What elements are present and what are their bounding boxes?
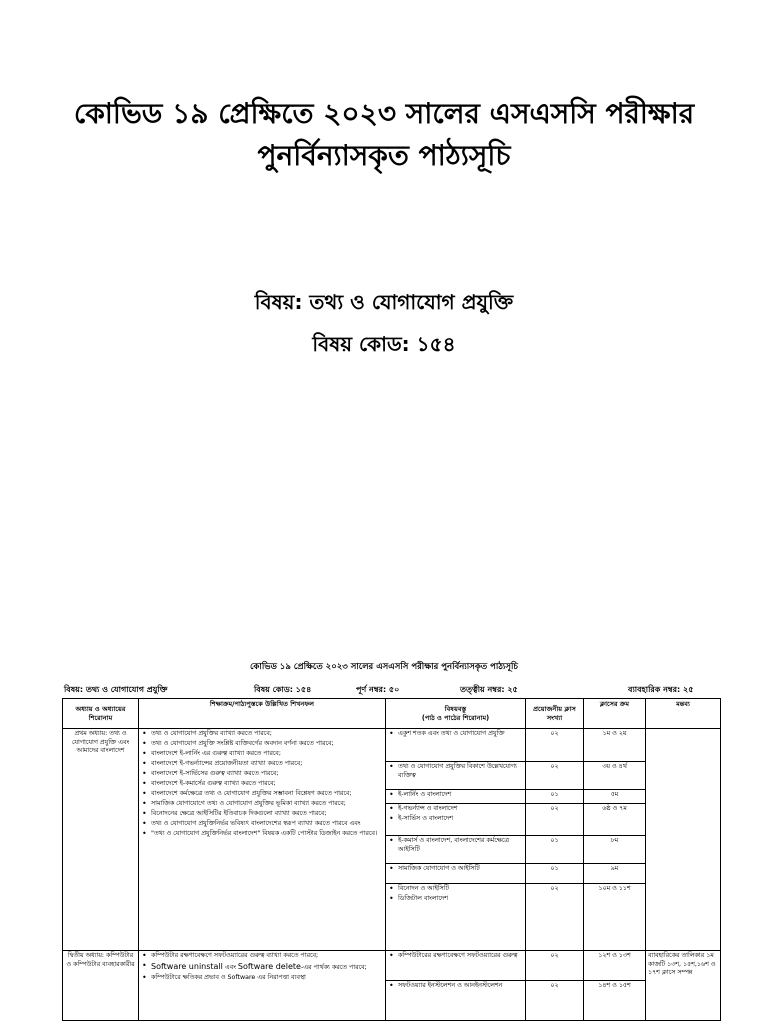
order-cell: ৫ম [584, 790, 646, 804]
order-cell: ৯ম [584, 864, 646, 884]
table-row [63, 729, 721, 762]
order-cell: ১০ম ও ১১শ [584, 884, 646, 951]
outcome-item: • তথ্য ও যোগাযোগ প্রযুক্তি সংশ্লিষ্ট ব্যক্তিবর্গের অবদান বর্ণনা করতে পারবে; [141, 740, 383, 749]
chapter-1-remarks [646, 729, 721, 951]
outcome-item [141, 962, 383, 973]
content-item: • ই-কমার্স ও বাংলাদেশ, বাংলাদেশের কর্মক্ষেত্রে আইসিটি [388, 837, 523, 854]
order-cell: ১৪শ ও ১৫শ [584, 981, 646, 1021]
classes-cell: ০১ [526, 864, 584, 884]
content-item: • ডিজিটাল বাংলাদেশ [388, 895, 523, 904]
chapter-2-outcomes [139, 951, 386, 1021]
content-item: • কম্পিউটারের রক্ষণাবেক্ষণে সফটওয়্যারের গুরুত্ব [388, 952, 523, 961]
outcome-en-text: Software delete [237, 962, 301, 971]
content-cell [386, 804, 526, 836]
classes-cell: ০২ [526, 884, 584, 951]
meta-code: বিষয় কোড: ১৫৪ [254, 685, 312, 694]
order-cell: ৮ম [584, 836, 646, 864]
meta-full-marks: পূর্ণ নম্বর: ৫০ [356, 685, 400, 694]
outcome-item: • "তথ্য ও যোগাযোগ প্রযুক্তিনির্ভর বাংলাদেশ" বিষয়ক একটি পোস্টার ডিজাইন করতে পারবে। [141, 830, 383, 839]
header-remarks: মন্তব্য [646, 699, 721, 729]
outcome-item: • বাংলাদেশে কর্মক্ষেত্রে তথ্য ও যোগাযোগ প্রযুক্তির সম্ভাবনা বিশ্লেষণ করতে পারবে; [141, 790, 383, 799]
classes-cell: ০২ [526, 762, 584, 790]
content-cell [386, 790, 526, 804]
content-cell [386, 864, 526, 884]
meta-practical-marks: ব্যাবহারিক নম্বর: ২৫ [628, 685, 694, 694]
meta-subject: বিষয়: তথ্য ও যোগাযোগ প্রযুক্তি [64, 685, 168, 694]
content-cell [386, 951, 526, 981]
outcome-item: • কম্পিউটারে ক্ষতিকর প্রভাব ও Software এর নিরাপত্তা ব্যবস্থা [141, 974, 383, 983]
table-row [63, 951, 721, 981]
order-cell: ৬ষ্ঠ ও ৭ম [584, 804, 646, 836]
header-classes-needed: প্রয়োজনীয় ক্লাস সংখ্যা [526, 699, 584, 729]
content-item: • সামাজিক যোগাযোগ ও আইসিটি [388, 865, 523, 874]
outcome-item: • তথ্য ও যোগাযোগ প্রযুক্তিনির্ভর ভবিষ্যৎ বাংলাদেশের স্বরূপ ব্যাখ্যা করতে পারবে এবং [141, 820, 383, 829]
cover-title-line-1: কোভিড ১৯ প্রেক্ষিতে ২০২৩ সালের এসএসসি পরীক্ষার [73, 97, 695, 130]
classes-cell: ০২ [526, 981, 584, 1021]
order-cell: ১ম ও ২য় [584, 729, 646, 762]
content-item: • একুশ শতক এবং তথ্য ও যোগাযোগ প্রযুক্তি [388, 730, 523, 739]
chapter-1-outcomes [139, 729, 386, 951]
content-cell [386, 836, 526, 864]
cover-subject-code: বিষয় কোড: ১৫৪ [312, 332, 456, 356]
outcome-item: • বিনোদনের ক্ষেত্রে আইসিটির ইতিবাচক দিকগুলো ব্যাখ্যা করতে পারবে; [141, 810, 383, 819]
chapter-2-title: দ্বিতীয় অধ্যায়: কম্পিউটার ও কম্পিউটার ব্যবহারকারীর [63, 951, 139, 1021]
outcome-text: এবং [222, 964, 238, 971]
outcome-item: • তথ্য ও যোগাযোগ প্রযুক্তির ব্যাখ্যা করতে পারবে; [141, 730, 383, 739]
order-cell: ১২শ ও ১৩শ [584, 951, 646, 981]
content-cell [386, 729, 526, 762]
outcome-item: • কম্পিউটার রক্ষণাবেক্ষণে সফটওয়্যারের গুরুত্ব ব্যাখ্যা করতে পারবে; [141, 952, 383, 961]
outcome-text: -এর পার্থক্য করতে পারবে; [300, 964, 367, 971]
header-class-order: ক্লাসের ক্রম [584, 699, 646, 729]
cover-title-line-2: পুনর্বিন্যাসকৃত পাঠ্যসূচি [257, 139, 511, 172]
content-item: • তথ্য ও যোগাযোগ প্রযুক্তির বিকাশে উল্লেখযোগ্য ব্যক্তিত্ব [388, 763, 523, 780]
syllabus-table [62, 698, 721, 1021]
order-cell: ৩য় ও ৪র্থ [584, 762, 646, 790]
classes-cell: ০২ [526, 804, 584, 836]
content-item: • ই-সার্ভিস ও বাংলাদেশ [388, 815, 523, 824]
header-content-title: বিষয়বস্তু [444, 704, 467, 713]
classes-cell: ০২ [526, 729, 584, 762]
table-header-row [63, 699, 721, 729]
outcome-item: • বাংলাদেশে ই-কমার্সের গুরুত্ব ব্যাখ্যা করতে পারবে; [141, 780, 383, 789]
outcome-en-text: Software uninstall [151, 962, 223, 971]
content-item: • ই-গভর্ন্যান্স ও বাংলাদেশ [388, 805, 523, 814]
cover-subject: বিষয়: তথ্য ও যোগাযোগ প্রযুক্তি [254, 290, 514, 314]
content-item: • ই-লার্নিং ও বাংলাদেশ [388, 791, 523, 800]
content-item: • সফটওয়্যার ইনস্টলেশন ও আনইনস্টলেশন [388, 982, 523, 991]
chapter-2-remarks: ব্যাবহারিকের তালিকার ১ম কাজটি ১৩শ, ১৫শ,১৬শ ও ১৭শ ক্লাসে সম্পন্ন [646, 951, 721, 1021]
header-content-subtitle: (পাঠ ও পাঠের শিরোনাম) [421, 713, 490, 722]
table-heading: কোভিড ১৯ প্রেক্ষিতে ২০২৩ সালের এসএসসি পরীক্ষার পুনর্বিন্যাসকৃত পাঠ্যসূচি [249, 662, 519, 672]
outcome-item: • বাংলাদেশে ই-সার্ভিসের গুরুত্ব ব্যাখ্যা করতে পারবে; [141, 770, 383, 779]
meta-theory-marks: তত্ত্বীয় নম্বর: ২৫ [460, 685, 518, 694]
header-content [386, 699, 526, 729]
classes-cell: ০২ [526, 951, 584, 981]
outcome-item: • বাংলাদেশে ই-গভর্ন্যান্সের প্রয়োজনীয়তা ব্যাখ্যা করতে পারবে; [141, 760, 383, 769]
outcome-item: • বাংলাদেশে ই-লার্নিং এর গুরুত্ব ব্যাখ্যা করতে পারবে; [141, 750, 383, 759]
classes-cell: ০১ [526, 836, 584, 864]
outcome-item: • সামাজিক যোগাযোগে তথ্য ও যোগাযোগ প্রযুক্তির ভূমিকা ব্যাখ্যা করতে পারবে; [141, 800, 383, 809]
content-cell [386, 884, 526, 951]
meta-row [62, 684, 722, 698]
content-cell [386, 981, 526, 1021]
content-item: • বিনোদন ও আইসিটি [388, 885, 523, 894]
content-cell [386, 762, 526, 790]
header-outcomes: শিক্ষাক্রম/পাঠ্যপুস্তকে উল্লিখিত শিখনফল [139, 699, 386, 729]
chapter-1-title: প্রথম অধ্যায়: তথ্য ও যোগাযোগ প্রযুক্তি এবং আমাদের বাংলাদেশ [63, 729, 139, 951]
header-chapter: অধ্যায় ও অধ্যায়ের শিরোনাম [63, 699, 139, 729]
classes-cell: ০১ [526, 790, 584, 804]
